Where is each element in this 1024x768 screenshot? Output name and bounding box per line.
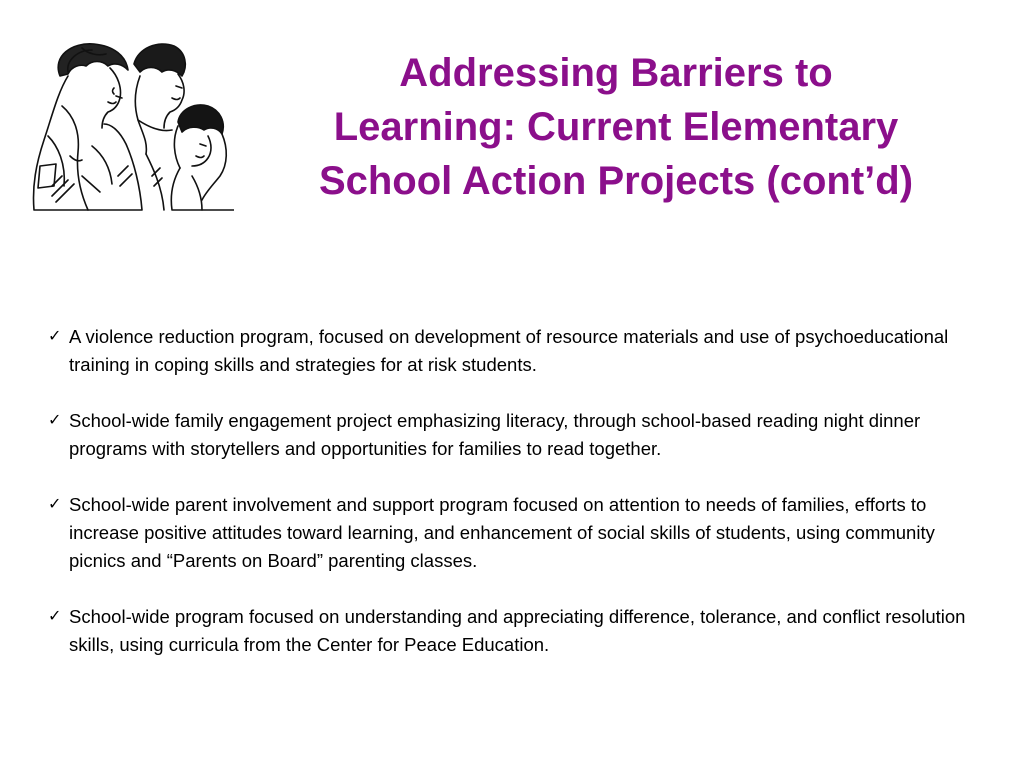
bullet-item — [48, 323, 988, 379]
bullet-text: School-wide parent involvement and support program focused on attention to needs of families, efforts to increase positive attitudes toward learning, and enhancement of social skills of students, using community picnics and “Parents on Board” parenting classes. — [69, 494, 935, 571]
title-line: School Action Projects (cont’d) — [318, 159, 914, 203]
bullet-text: School-wide family engagement project emphasizing literacy, through school-based reading night dinner programs with storytellers and opportunities for families to read together. — [69, 410, 921, 459]
bullet-text: A violence reduction program, focused on development of resource materials and use of psychoeducational training in coping skills and strategies for at risk students. — [69, 326, 949, 375]
children-sketch-icon — [22, 36, 234, 214]
bullet-text: School-wide program focused on understanding and appreciating difference, tolerance, and conflict resolution skills, using curricula from the Center for Peace Education. — [69, 606, 966, 655]
checkmark-icon: ✓ — [48, 608, 62, 625]
checkmark-icon: ✓ — [48, 328, 62, 345]
bullet-item — [48, 491, 988, 575]
checkmark-icon: ✓ — [48, 412, 62, 429]
bullet-item — [48, 407, 988, 463]
bullet-item — [48, 603, 988, 659]
slide-title — [236, 46, 996, 208]
bullet-list — [48, 323, 988, 687]
title-line: Addressing Barriers to — [399, 51, 833, 95]
checkmark-icon: ✓ — [48, 496, 62, 513]
title-line: Learning: Current Elementary — [333, 105, 899, 149]
